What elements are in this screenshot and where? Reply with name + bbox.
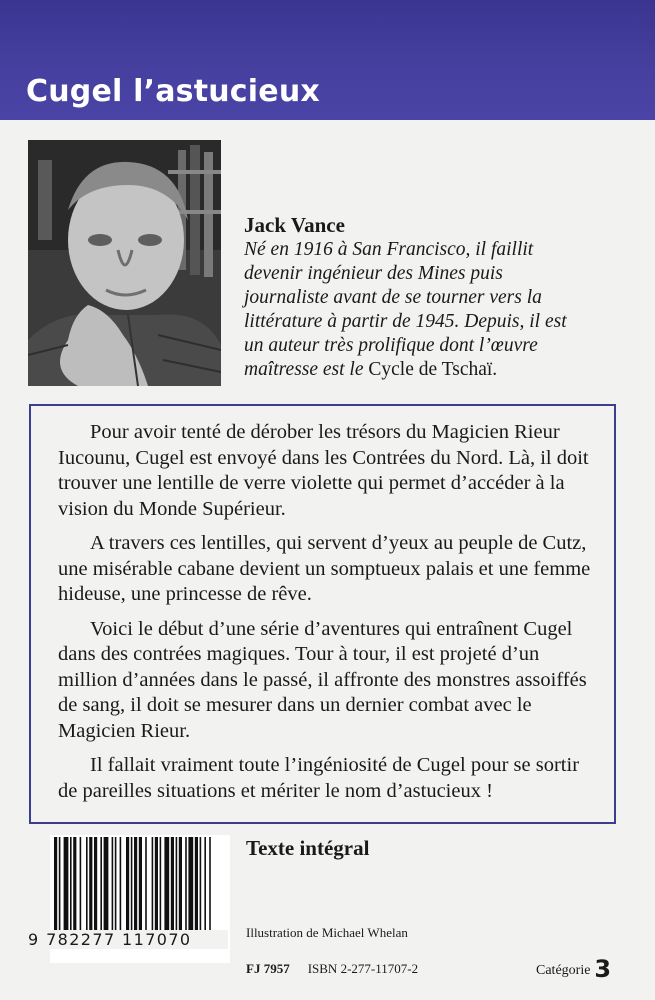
- barcode-bar: [164, 837, 169, 937]
- barcode-bar: [126, 837, 129, 937]
- author-block: [244, 212, 644, 382]
- synopsis-paragraph: A travers ces lentilles, qui servent d’yeux au peuple de Cutz, une misérable cabane devient un somptueux palais et une femme hideuse, une princesse de rêve.: [58, 532, 591, 605]
- code-line: [246, 961, 418, 977]
- barcode-bar: [89, 837, 92, 937]
- category: [536, 955, 611, 983]
- barcode-digits: 9 782277 117070: [28, 930, 228, 949]
- barcode-bar: [204, 837, 206, 937]
- barcode-bar: [64, 837, 69, 937]
- barcode-bar: [134, 837, 137, 937]
- barcode-bar: [73, 837, 76, 937]
- synopsis-paragraph: Il fallait vraiment toute l’ingéniosité de Cugel pour se sortir de pareilles situations et mériter le nom d’astucieux !: [58, 754, 580, 802]
- synopsis-paragraph: Pour avoir tenté de dérober les trésors du Magicien Rieur Iucounu, Cugel est envoyé dans les Contrées du Nord. Là, il doit trouver une lentille de verre violette qui permet d’accéder à la vision du Monde Supérieur.: [58, 421, 589, 520]
- barcode-bar: [176, 837, 178, 937]
- author-name: Jack Vance: [244, 213, 345, 237]
- author-bio-line: devenir ingénieur des Mines puis: [244, 263, 503, 284]
- barcode-bar: [112, 837, 114, 937]
- series-name: Cycle de Tschaï.: [368, 359, 498, 380]
- category-number: 3: [594, 955, 612, 983]
- barcode-bar: [200, 837, 202, 937]
- barcode-bar: [80, 837, 82, 937]
- barcode-bar: [195, 837, 198, 937]
- barcode-bar: [131, 837, 133, 937]
- barcode-bar: [139, 837, 142, 937]
- author-bio-line: un auteur très prolifique dont l’œuvre: [244, 335, 538, 356]
- author-bio-line: Né en 1916 à San Francisco, il faillit: [244, 239, 534, 260]
- barcode-bar: [54, 837, 57, 937]
- barcode-bar: [86, 837, 88, 937]
- book-title: Cugel l’astucieux: [26, 74, 320, 109]
- category-label: Catégorie: [536, 963, 591, 978]
- series-code: FJ 7957: [246, 961, 290, 976]
- author-photo: [28, 140, 221, 386]
- barcode-bar: [160, 837, 162, 937]
- barcode-bar: [59, 837, 61, 937]
- synopsis: [58, 420, 598, 813]
- author-bio-line: littérature à partir de 1945. Depuis, il est: [244, 311, 567, 332]
- barcode-bar: [94, 837, 97, 937]
- barcode-bar: [70, 837, 72, 937]
- barcode-bar: [179, 837, 182, 937]
- isbn: ISBN 2-277-11707-2: [307, 961, 419, 976]
- illustration-credit: Illustration de Michael Whelan: [246, 925, 408, 940]
- author-bio-last-line: [244, 358, 644, 382]
- barcode-bar: [155, 837, 158, 937]
- barcode-bar: [209, 837, 211, 937]
- barcode-bar: [120, 837, 122, 937]
- author-bio-line: journaliste avant de se tourner vers la: [244, 287, 542, 308]
- barcode-bar: [171, 837, 174, 937]
- barcode-bar: [104, 837, 109, 937]
- edition-label: Texte intégral: [246, 836, 370, 860]
- synopsis-paragraph: Voici le début d’une série d’aventures qui entraînent Cugel dans des contrées magiques. Tour à tour, il est projeté d’un million d’années dans le passé, il affronte des monstres assoiffés de sang, il doit se mesurer dans un dernier combat avec le Magicien Rieur.: [58, 617, 587, 742]
- barcode-bar: [152, 837, 154, 937]
- barcode-bar: [115, 837, 117, 937]
- barcode-bar: [188, 837, 193, 937]
- barcode-bar: [145, 837, 147, 937]
- barcode-bar: [185, 837, 187, 937]
- author-bio-italic: maîtresse est le: [244, 359, 364, 380]
- barcode-bar: [100, 837, 102, 937]
